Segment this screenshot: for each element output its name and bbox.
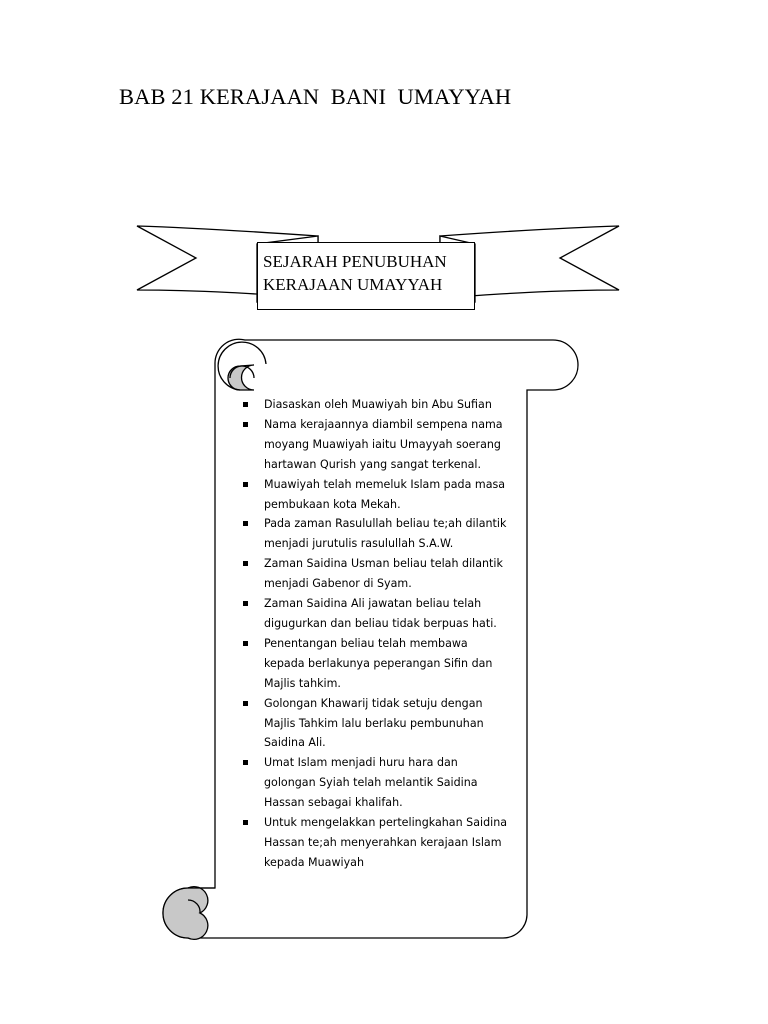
list-item-text: Zaman Saidina Ali jawatan beliau telah digugurkan dan beliau tidak berpuas hati. (264, 597, 497, 630)
square-bullet-icon (243, 641, 248, 646)
list-item (240, 753, 525, 813)
square-bullet-icon (243, 760, 248, 765)
list-item (240, 813, 525, 873)
square-bullet-icon (243, 402, 248, 407)
list-item-text: Zaman Saidina Usman beliau telah dilantik menjadi Gabenor di Syam. (264, 557, 503, 591)
list-item (240, 475, 525, 515)
square-bullet-icon (243, 482, 248, 487)
banner-line-2: KERAJAAN UMAYYAH (263, 275, 443, 294)
square-bullet-icon (243, 701, 248, 706)
list-item (240, 514, 525, 554)
square-bullet-icon (243, 820, 248, 825)
page-title: BAB 21 KERAJAAN BANI UMAYYAH (119, 84, 512, 109)
banner-line-1: SEJARAH PENUBUHAN (263, 252, 447, 271)
list-item (240, 594, 525, 634)
list-item (240, 554, 525, 594)
list-item-text: Muawiyah telah memeluk Islam pada masa pembukaan kota Mekah. (264, 477, 506, 511)
square-bullet-icon (243, 521, 248, 526)
bullet-list (240, 395, 525, 873)
square-bullet-icon (243, 601, 248, 606)
list-item (240, 395, 525, 415)
list-item (240, 694, 525, 754)
square-bullet-icon (243, 422, 248, 427)
scroll-bottom-curl (163, 887, 208, 940)
scroll-content (240, 395, 525, 873)
list-item-text: Untuk mengelakkan pertelingkahan Saidina Hassan te;ah menyerahkan kerajaan Islam kepada Muawiyah (264, 816, 508, 869)
banner-label-box (257, 242, 475, 310)
list-item (240, 415, 525, 475)
list-item-text: Nama kerajaannya diambil sempena nama moyang Muawiyah iaitu Umayyah soerang hartawan Qurish yang sangat terkenal. (264, 417, 503, 471)
list-item-text: Diasaskan oleh Muawiyah bin Abu Sufian (264, 398, 492, 411)
list-item-text: Golongan Khawarij tidak setuju dengan Majlis Tahkim lalu berlaku pembunuhan Saidina Ali. (264, 696, 484, 750)
list-item-text: Penentangan beliau telah membawa kepada berlakunya peperangan Sifin dan Majlis tahkim. (264, 636, 493, 690)
list-item (240, 634, 525, 694)
list-item-text: Pada zaman Rasulullah beliau te;ah dilantik menjadi jurutulis rasulullah S.A.W. (264, 517, 507, 551)
square-bullet-icon (243, 561, 248, 566)
list-item-text: Umat Islam menjadi huru hara dan golongan Syiah telah melantik Saidina Hassan sebagai khalifah. (264, 756, 478, 810)
